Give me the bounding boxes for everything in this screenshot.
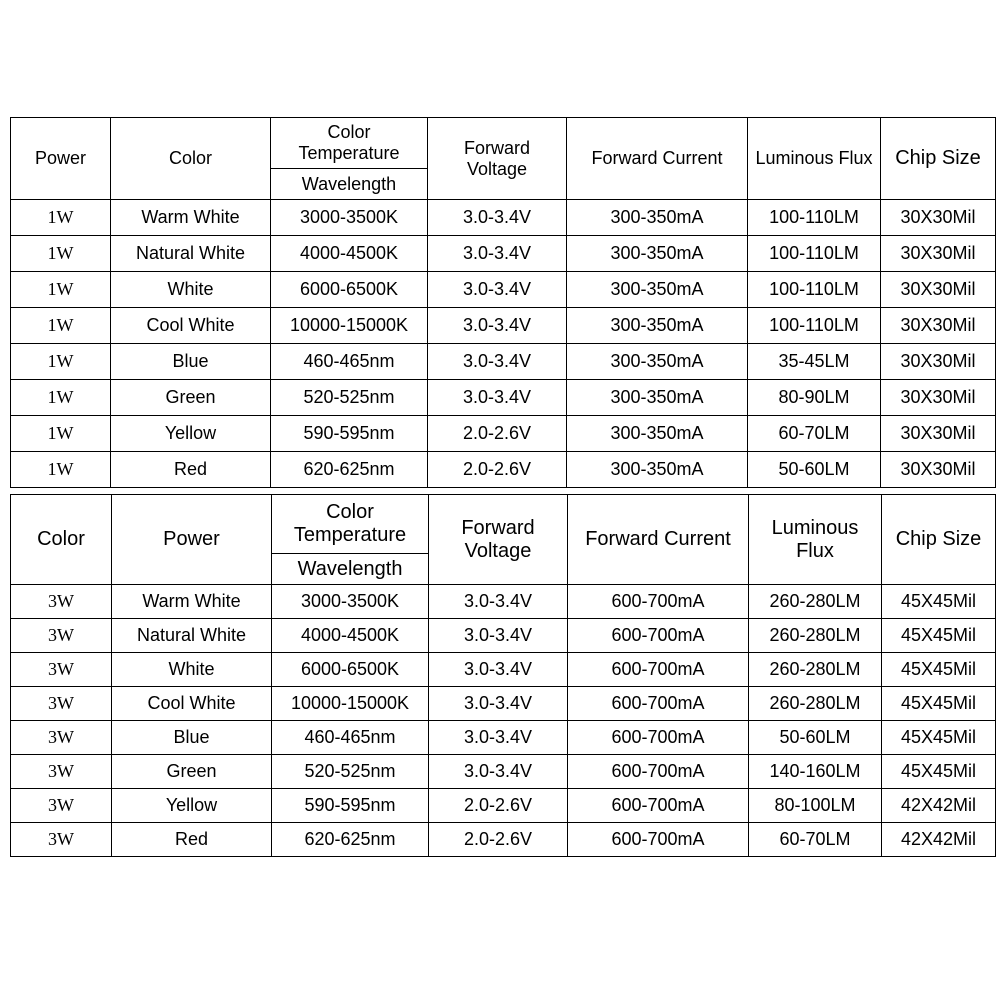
forward-voltage-cell: 3.0-3.4V (429, 653, 568, 687)
table-row (11, 452, 996, 488)
power-cell: 1W (11, 236, 111, 272)
table-row (11, 272, 996, 308)
forward-voltage-cell: 3.0-3.4V (429, 585, 568, 619)
forward-current-cell: 600-700mA (568, 789, 749, 823)
forward-current-cell: 300-350mA (567, 200, 748, 236)
chip-size-cell: 30X30Mil (881, 200, 996, 236)
color-temperature-cell: 6000-6500K (272, 653, 429, 687)
forward-current-cell: 300-350mA (567, 380, 748, 416)
forward-voltage-cell: 2.0-2.6V (428, 416, 567, 452)
forward-voltage-cell: 3.0-3.4V (428, 236, 567, 272)
header-forward-current: Forward Current (567, 118, 748, 200)
power-cell: 1W (11, 452, 111, 488)
table-row (11, 585, 996, 619)
color-temperature-cell: 4000-4500K (272, 619, 429, 653)
header-color-temperature: Color Temperature (271, 118, 428, 169)
header-power: Power (11, 118, 111, 200)
table-row (11, 416, 996, 452)
table-row (11, 619, 996, 653)
table-row (11, 236, 996, 272)
forward-current-cell: 600-700mA (568, 585, 749, 619)
color-cell: Cool White (111, 308, 271, 344)
forward-voltage-cell: 3.0-3.4V (428, 344, 567, 380)
forward-current-cell: 300-350mA (567, 344, 748, 380)
chip-size-cell: 45X45Mil (882, 755, 996, 789)
forward-voltage-cell: 3.0-3.4V (428, 200, 567, 236)
luminous-flux-cell: 35-45LM (748, 344, 881, 380)
color-temperature-cell: 3000-3500K (271, 200, 428, 236)
color-cell: Warm White (112, 585, 272, 619)
color-cell: Blue (111, 344, 271, 380)
chip-size-cell: 30X30Mil (881, 308, 996, 344)
color-cell: Natural White (112, 619, 272, 653)
forward-voltage-cell: 3.0-3.4V (428, 272, 567, 308)
color-cell: Blue (112, 721, 272, 755)
forward-current-cell: 600-700mA (568, 687, 749, 721)
color-temperature-cell: 4000-4500K (271, 236, 428, 272)
table-row (11, 653, 996, 687)
chip-size-cell: 45X45Mil (882, 653, 996, 687)
color-temperature-cell: 460-465nm (271, 344, 428, 380)
luminous-flux-cell: 80-90LM (748, 380, 881, 416)
forward-voltage-cell: 3.0-3.4V (428, 380, 567, 416)
forward-current-cell: 300-350mA (567, 452, 748, 488)
forward-current-cell: 600-700mA (568, 755, 749, 789)
chip-size-cell: 30X30Mil (881, 236, 996, 272)
luminous-flux-cell: 50-60LM (748, 452, 881, 488)
color-cell: Green (111, 380, 271, 416)
chip-size-cell: 30X30Mil (881, 272, 996, 308)
chip-size-cell: 45X45Mil (882, 585, 996, 619)
luminous-flux-cell: 100-110LM (748, 200, 881, 236)
color-temperature-cell: 590-595nm (272, 789, 429, 823)
table-row (11, 755, 996, 789)
forward-current-cell: 600-700mA (568, 653, 749, 687)
header-forward-voltage: Forward Voltage (428, 118, 567, 200)
color-temperature-cell: 3000-3500K (272, 585, 429, 619)
power-cell: 3W (11, 585, 112, 619)
forward-voltage-cell: 2.0-2.6V (428, 452, 567, 488)
forward-current-cell: 300-350mA (567, 308, 748, 344)
color-cell: Natural White (111, 236, 271, 272)
power-cell: 3W (11, 755, 112, 789)
power-cell: 1W (11, 272, 111, 308)
luminous-flux-cell: 50-60LM (749, 721, 882, 755)
color-cell: Yellow (112, 789, 272, 823)
color-cell: White (112, 653, 272, 687)
forward-current-cell: 300-350mA (567, 416, 748, 452)
luminous-flux-cell: 260-280LM (749, 653, 882, 687)
header-forward-current: Forward Current (568, 495, 749, 585)
forward-current-cell: 600-700mA (568, 619, 749, 653)
header-luminous-flux: Luminous Flux (749, 495, 882, 585)
power-cell: 3W (11, 653, 112, 687)
header-wavelength: Wavelength (272, 554, 429, 585)
chip-size-cell: 42X42Mil (882, 823, 996, 857)
chip-size-cell: 45X45Mil (882, 619, 996, 653)
forward-voltage-cell: 3.0-3.4V (429, 721, 568, 755)
color-cell: Green (112, 755, 272, 789)
header-color: Color (11, 495, 112, 585)
power-cell: 3W (11, 687, 112, 721)
luminous-flux-cell: 100-110LM (748, 272, 881, 308)
power-cell: 3W (11, 789, 112, 823)
color-temperature-cell: 6000-6500K (271, 272, 428, 308)
header-chip-size: Chip Size (882, 495, 996, 585)
luminous-flux-cell: 260-280LM (749, 619, 882, 653)
table-row (11, 344, 996, 380)
color-cell: White (111, 272, 271, 308)
chip-size-cell: 42X42Mil (882, 789, 996, 823)
color-cell: Warm White (111, 200, 271, 236)
color-temperature-cell: 460-465nm (272, 721, 429, 755)
luminous-flux-cell: 80-100LM (749, 789, 882, 823)
color-cell: Yellow (111, 416, 271, 452)
table-row (11, 380, 996, 416)
chip-size-cell: 45X45Mil (882, 721, 996, 755)
power-cell: 3W (11, 619, 112, 653)
led-spec-table-3w (10, 494, 996, 857)
color-temperature-cell: 520-525nm (272, 755, 429, 789)
forward-voltage-cell: 3.0-3.4V (429, 619, 568, 653)
forward-voltage-cell: 3.0-3.4V (429, 687, 568, 721)
luminous-flux-cell: 260-280LM (749, 585, 882, 619)
header-chip-size: Chip Size (881, 118, 996, 200)
chip-size-cell: 30X30Mil (881, 344, 996, 380)
header-wavelength: Wavelength (271, 169, 428, 200)
forward-current-cell: 300-350mA (567, 272, 748, 308)
header-power: Power (112, 495, 272, 585)
power-cell: 1W (11, 308, 111, 344)
power-cell: 1W (11, 380, 111, 416)
header-color: Color (111, 118, 271, 200)
forward-voltage-cell: 2.0-2.6V (429, 789, 568, 823)
table-row (11, 200, 996, 236)
power-cell: 1W (11, 200, 111, 236)
color-temperature-cell: 10000-15000K (272, 687, 429, 721)
table-row (11, 308, 996, 344)
power-cell: 1W (11, 344, 111, 380)
power-cell: 1W (11, 416, 111, 452)
color-temperature-cell: 620-625nm (271, 452, 428, 488)
chip-size-cell: 30X30Mil (881, 452, 996, 488)
luminous-flux-cell: 100-110LM (748, 236, 881, 272)
forward-voltage-cell: 2.0-2.6V (429, 823, 568, 857)
luminous-flux-cell: 60-70LM (748, 416, 881, 452)
luminous-flux-cell: 260-280LM (749, 687, 882, 721)
luminous-flux-cell: 100-110LM (748, 308, 881, 344)
header-luminous-flux: Luminous Flux (748, 118, 881, 200)
color-temperature-cell: 620-625nm (272, 823, 429, 857)
chip-size-cell: 45X45Mil (882, 687, 996, 721)
color-cell: Red (112, 823, 272, 857)
forward-voltage-cell: 3.0-3.4V (429, 755, 568, 789)
forward-current-cell: 600-700mA (568, 721, 749, 755)
luminous-flux-cell: 140-160LM (749, 755, 882, 789)
forward-current-cell: 300-350mA (567, 236, 748, 272)
chip-size-cell: 30X30Mil (881, 380, 996, 416)
table-row (11, 687, 996, 721)
chip-size-cell: 30X30Mil (881, 416, 996, 452)
forward-current-cell: 600-700mA (568, 823, 749, 857)
color-cell: Red (111, 452, 271, 488)
table-row (11, 823, 996, 857)
color-cell: Cool White (112, 687, 272, 721)
luminous-flux-cell: 60-70LM (749, 823, 882, 857)
forward-voltage-cell: 3.0-3.4V (428, 308, 567, 344)
color-temperature-cell: 590-595nm (271, 416, 428, 452)
table-row (11, 789, 996, 823)
color-temperature-cell: 10000-15000K (271, 308, 428, 344)
table-row (11, 721, 996, 755)
power-cell: 3W (11, 721, 112, 755)
power-cell: 3W (11, 823, 112, 857)
color-temperature-cell: 520-525nm (271, 380, 428, 416)
header-color-temperature: Color Temperature (272, 495, 429, 554)
header-forward-voltage: Forward Voltage (429, 495, 568, 585)
led-spec-table-1w (10, 117, 996, 488)
